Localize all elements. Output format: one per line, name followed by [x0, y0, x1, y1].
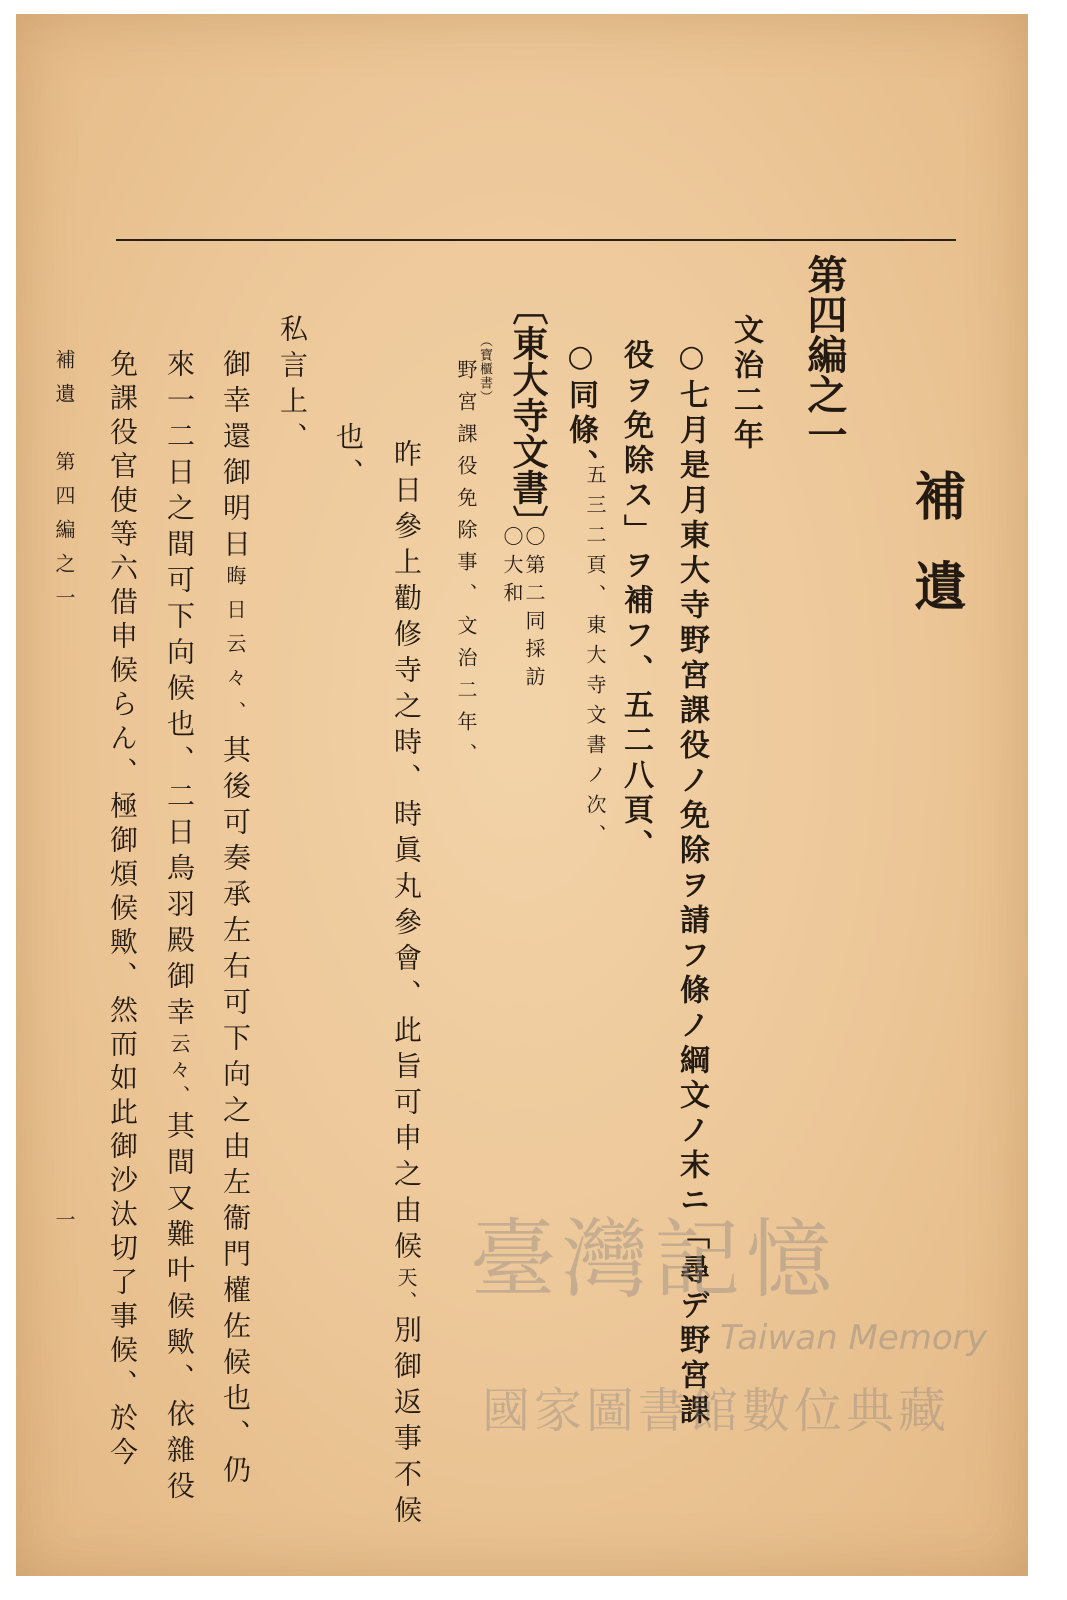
body-line: 私言上、: [276, 314, 309, 458]
document-subject: 野宮課役免除事、文治二年、: [454, 359, 478, 775]
entry-line: ○同條、: [563, 339, 598, 484]
document-note: 〇大和: [500, 526, 524, 610]
watermark-chinese: 臺灣記憶: [470, 1210, 838, 1310]
document-note: 〇第二同採訪: [522, 526, 546, 694]
body-text: 御幸還御明日: [219, 349, 252, 565]
entry-reference: 五三二頁、東大寺文書ノ次、: [583, 464, 607, 854]
body-small-text: 晦日云々、: [223, 565, 247, 735]
document-series: （寶櫃書）: [477, 334, 492, 404]
running-title: 補遺 第四編之一: [52, 349, 76, 621]
page-title: 補遺: [905, 469, 966, 649]
body-line: [163, 349, 196, 1507]
body-line: [219, 349, 252, 1491]
year-heading: 文治二年: [728, 314, 763, 454]
page-number: 一: [52, 1209, 76, 1241]
entry-line: ○七月是月東大寺野宮課役ノ免除ヲ請フ條ノ綱文ノ末ニ「尋デ野宮課: [674, 339, 709, 1429]
entry-line: 役ヲ免除ス」ヲ補フ、五二八頁、: [618, 339, 653, 864]
body-line: 免課役官使等六借申候らん、極御煩候歟、然而如此御沙汰切了事候、於今: [106, 349, 139, 1471]
body-text: 其間又難叶候歟、依雜役: [163, 1111, 196, 1507]
document-title: 〔東大寺文書〕: [507, 289, 549, 541]
body-small-text: 云々、: [167, 1033, 191, 1111]
section-heading: 第四編之一: [801, 254, 848, 454]
body-line: [390, 439, 423, 1531]
body-text: 別御返事不候: [390, 1315, 423, 1531]
watermark-english: Taiwan Memory: [720, 1318, 987, 1358]
body-text: 其後可奏承左右可下向之由左衞門權佐候也、仍: [219, 735, 252, 1491]
body-text: 昨日參上勸修寺之時、時眞丸參會、此旨可申之由候: [390, 439, 423, 1267]
body-small-text: 天、: [394, 1267, 418, 1315]
body-text: 來一二日之間可下向候也、二日鳥羽殿御幸: [163, 349, 196, 1033]
watermark-library: 國家圖書館數位典藏: [482, 1383, 951, 1439]
top-rule: [116, 239, 956, 241]
body-line: 也、: [332, 422, 365, 494]
